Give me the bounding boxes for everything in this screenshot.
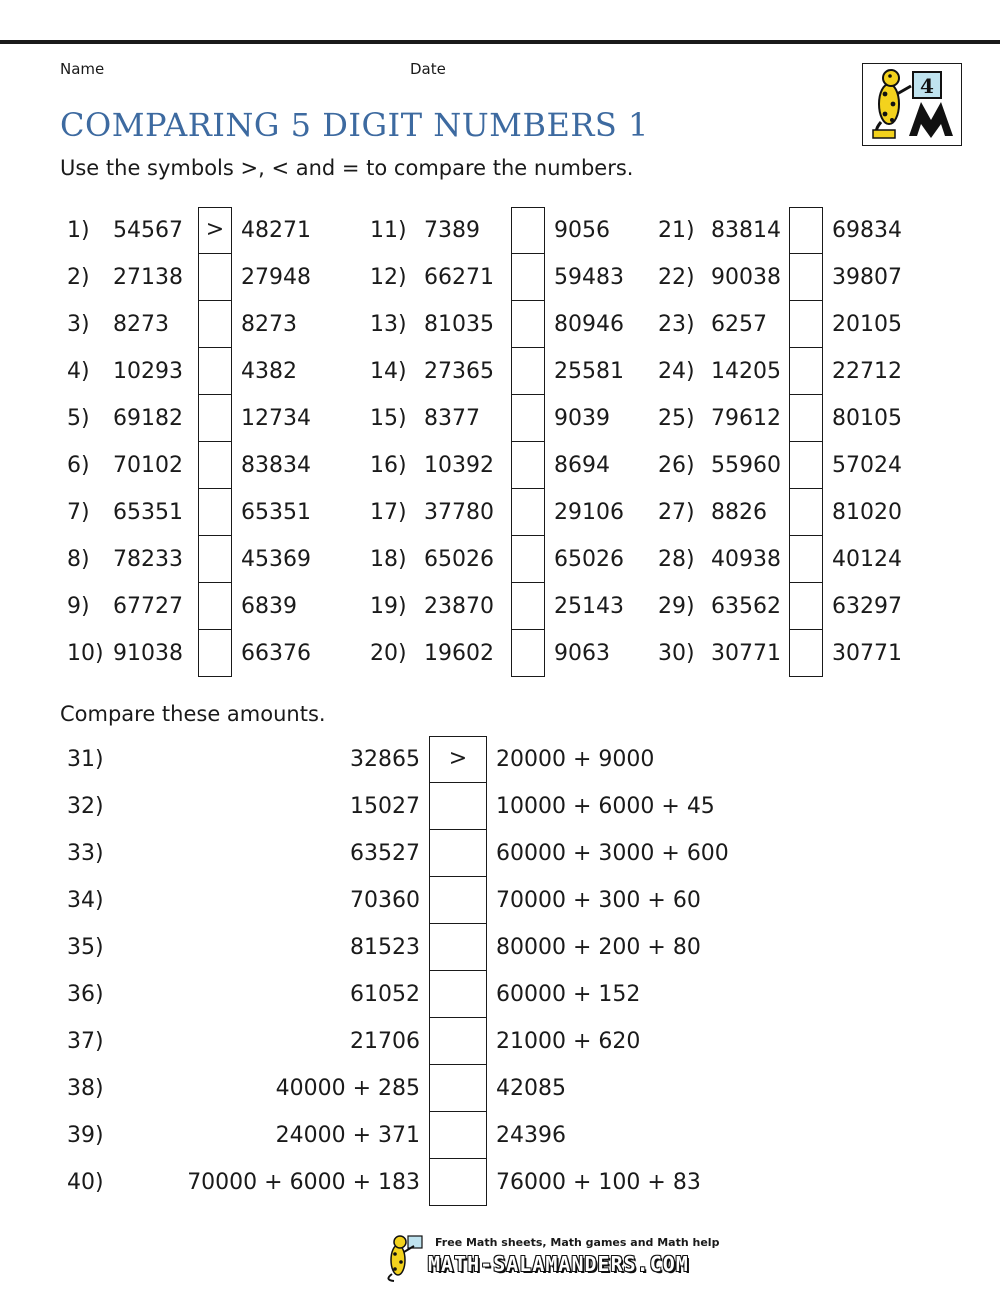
grid-row (0, 830, 1000, 877)
right-amount: 10000 + 6000 + 45 (496, 794, 715, 819)
right-number: 6839 (241, 594, 297, 619)
left-number: 81035 (424, 312, 494, 337)
left-number: 27365 (424, 359, 494, 384)
question-number: 2) (67, 265, 90, 290)
right-amount: 70000 + 300 + 60 (496, 888, 701, 913)
grid-row (0, 924, 1000, 971)
right-amount: 60000 + 3000 + 600 (496, 841, 729, 866)
left-number: 70102 (113, 453, 183, 478)
right-number: 27948 (241, 265, 311, 290)
answer-box[interactable] (511, 536, 545, 583)
left-amount: 24000 + 371 (275, 1123, 420, 1148)
left-number: 69182 (113, 406, 183, 431)
question-number: 25) (658, 406, 695, 431)
question-number: 24) (658, 359, 695, 384)
answer-box[interactable] (511, 395, 545, 442)
question-number: 12) (370, 265, 407, 290)
right-amount: 42085 (496, 1076, 566, 1101)
right-number: 25581 (554, 359, 624, 384)
answer-box[interactable] (789, 207, 823, 254)
salamander-icon (380, 1232, 426, 1282)
left-amount: 70360 (350, 888, 420, 913)
question-number: 29) (658, 594, 695, 619)
answer-box[interactable] (429, 924, 487, 971)
grid-row (0, 736, 1000, 783)
answer-box[interactable] (429, 1112, 487, 1159)
section2-instruction: Compare these amounts. (60, 702, 326, 726)
date-label: Date (410, 60, 446, 78)
answer-box[interactable] (198, 348, 232, 395)
left-number: 14205 (711, 359, 781, 384)
answer-box[interactable] (429, 877, 487, 924)
right-number: 30771 (832, 641, 902, 666)
question-number: 39) (67, 1123, 104, 1148)
answer-box[interactable] (511, 254, 545, 301)
grid-row (0, 1112, 1000, 1159)
answer-box[interactable] (198, 395, 232, 442)
answer-box[interactable] (511, 583, 545, 630)
left-number: 8826 (711, 500, 767, 525)
answer-box[interactable] (789, 301, 823, 348)
question-number: 15) (370, 406, 407, 431)
left-number: 65351 (113, 500, 183, 525)
answer-box[interactable] (429, 971, 487, 1018)
question-number: 22) (658, 265, 695, 290)
answer-box[interactable] (789, 395, 823, 442)
answer-box[interactable] (198, 301, 232, 348)
question-number: 40) (67, 1170, 104, 1195)
right-number: 9039 (554, 406, 610, 431)
grid-row (0, 630, 1000, 677)
right-number: 12734 (241, 406, 311, 431)
grid-row (0, 489, 1000, 536)
left-number: 78233 (113, 547, 183, 572)
answer-box[interactable] (511, 348, 545, 395)
right-amount: 20000 + 9000 (496, 747, 655, 772)
right-number: 81020 (832, 500, 902, 525)
answer-box[interactable] (511, 489, 545, 536)
right-number: 65026 (554, 547, 624, 572)
question-number: 9) (67, 594, 90, 619)
answer-box[interactable] (511, 630, 545, 677)
right-amount: 60000 + 152 (496, 982, 641, 1007)
right-amount: 21000 + 620 (496, 1029, 641, 1054)
left-number: 6257 (711, 312, 767, 337)
right-number: 8273 (241, 312, 297, 337)
answer-box[interactable] (198, 630, 232, 677)
right-number: 63297 (832, 594, 902, 619)
left-number: 8377 (424, 406, 480, 431)
question-number: 14) (370, 359, 407, 384)
left-amount: 63527 (350, 841, 420, 866)
left-number: 8273 (113, 312, 169, 337)
question-number: 8) (67, 547, 90, 572)
answer-box[interactable]: > (429, 736, 487, 783)
left-amount: 21706 (350, 1029, 420, 1054)
question-number: 10) (67, 641, 104, 666)
grid-row (0, 783, 1000, 830)
left-amount: 32865 (350, 747, 420, 772)
salamander-icon (863, 64, 961, 144)
question-number: 1) (67, 218, 90, 243)
left-number: 40938 (711, 547, 781, 572)
question-number: 19) (370, 594, 407, 619)
left-number: 19602 (424, 641, 494, 666)
left-number: 65026 (424, 547, 494, 572)
question-number: 26) (658, 453, 695, 478)
question-number: 23) (658, 312, 695, 337)
grid-row (0, 1065, 1000, 1112)
right-number: 66376 (241, 641, 311, 666)
question-number: 16) (370, 453, 407, 478)
question-number: 35) (67, 935, 104, 960)
comparison-grid (0, 207, 1000, 677)
right-number: 45369 (241, 547, 311, 572)
answer-box[interactable] (789, 536, 823, 583)
footer-tagline: Free Math sheets, Math games and Math help (435, 1236, 720, 1249)
right-number: 8694 (554, 453, 610, 478)
question-number: 3) (67, 312, 90, 337)
question-number: 13) (370, 312, 407, 337)
answer-box[interactable] (789, 442, 823, 489)
answer-box[interactable] (511, 207, 545, 254)
right-number: 22712 (832, 359, 902, 384)
question-number: 6) (67, 453, 90, 478)
amounts-grid (0, 736, 1000, 1206)
right-amount: 80000 + 200 + 80 (496, 935, 701, 960)
left-number: 63562 (711, 594, 781, 619)
grid-row (0, 301, 1000, 348)
right-number: 69834 (832, 218, 902, 243)
top-rule (0, 40, 1000, 44)
left-number: 23870 (424, 594, 494, 619)
grid-row (0, 971, 1000, 1018)
left-number: 54567 (113, 218, 183, 243)
answer-box[interactable] (789, 254, 823, 301)
left-amount: 70000 + 6000 + 183 (187, 1170, 420, 1195)
grid-row (0, 348, 1000, 395)
question-number: 32) (67, 794, 104, 819)
grid-row (0, 1159, 1000, 1206)
footer-site-link[interactable]: MATH-SALAMANDERS.COM (428, 1252, 689, 1276)
right-number: 9063 (554, 641, 610, 666)
page-title: COMPARING 5 DIGIT NUMBERS 1 (60, 106, 649, 144)
answer-box[interactable] (789, 489, 823, 536)
left-amount: 81523 (350, 935, 420, 960)
answer-box[interactable] (789, 630, 823, 677)
question-number: 30) (658, 641, 695, 666)
grid-row (0, 254, 1000, 301)
answer-box[interactable] (198, 536, 232, 583)
answer-box[interactable] (789, 583, 823, 630)
left-number: 7389 (424, 218, 480, 243)
logo-digit: 4 (920, 74, 934, 98)
answer-box[interactable]: > (198, 207, 232, 254)
question-number: 36) (67, 982, 104, 1007)
left-amount: 61052 (350, 982, 420, 1007)
question-number: 37) (67, 1029, 104, 1054)
answer-box[interactable] (511, 442, 545, 489)
question-number: 20) (370, 641, 407, 666)
right-number: 39807 (832, 265, 902, 290)
answer-box[interactable] (429, 1065, 487, 1112)
right-number: 65351 (241, 500, 311, 525)
grid-row (0, 583, 1000, 630)
right-number: 59483 (554, 265, 624, 290)
answer-box[interactable] (198, 489, 232, 536)
question-number: 28) (658, 547, 695, 572)
grid-row (0, 1018, 1000, 1065)
grid-row (0, 877, 1000, 924)
right-amount: 76000 + 100 + 83 (496, 1170, 701, 1195)
answer-box[interactable] (429, 1018, 487, 1065)
question-number: 33) (67, 841, 104, 866)
right-number: 4382 (241, 359, 297, 384)
question-number: 18) (370, 547, 407, 572)
left-number: 66271 (424, 265, 494, 290)
name-label: Name (60, 60, 105, 78)
section1-instruction: Use the symbols >, < and = to compare the numbers. (60, 156, 634, 180)
question-number: 21) (658, 218, 695, 243)
right-amount: 24396 (496, 1123, 566, 1148)
left-number: 10293 (113, 359, 183, 384)
answer-box[interactable] (198, 254, 232, 301)
left-number: 83814 (711, 218, 781, 243)
answer-box[interactable] (429, 783, 487, 830)
answer-box[interactable] (789, 348, 823, 395)
left-number: 30771 (711, 641, 781, 666)
answer-box[interactable] (429, 830, 487, 877)
grade-logo (862, 63, 962, 146)
right-number: 83834 (241, 453, 311, 478)
right-number: 80946 (554, 312, 624, 337)
left-number: 10392 (424, 453, 494, 478)
right-number: 57024 (832, 453, 902, 478)
left-number: 37780 (424, 500, 494, 525)
left-number: 67727 (113, 594, 183, 619)
footer-logo[interactable] (380, 1232, 720, 1282)
left-number: 91038 (113, 641, 183, 666)
right-number: 29106 (554, 500, 624, 525)
left-number: 79612 (711, 406, 781, 431)
question-number: 7) (67, 500, 90, 525)
grid-row (0, 207, 1000, 254)
left-number: 27138 (113, 265, 183, 290)
question-number: 31) (67, 747, 104, 772)
left-amount: 15027 (350, 794, 420, 819)
question-number: 27) (658, 500, 695, 525)
answer-box[interactable] (429, 1159, 487, 1206)
answer-box[interactable] (198, 583, 232, 630)
right-number: 25143 (554, 594, 624, 619)
right-number: 80105 (832, 406, 902, 431)
right-number: 9056 (554, 218, 610, 243)
left-number: 90038 (711, 265, 781, 290)
left-amount: 40000 + 285 (275, 1076, 420, 1101)
answer-box[interactable] (198, 442, 232, 489)
right-number: 20105 (832, 312, 902, 337)
right-number: 48271 (241, 218, 311, 243)
question-number: 34) (67, 888, 104, 913)
question-number: 11) (370, 218, 407, 243)
left-number: 55960 (711, 453, 781, 478)
question-number: 17) (370, 500, 407, 525)
right-number: 40124 (832, 547, 902, 572)
question-number: 5) (67, 406, 90, 431)
question-number: 38) (67, 1076, 104, 1101)
grid-row (0, 536, 1000, 583)
grid-row (0, 442, 1000, 489)
grid-row (0, 395, 1000, 442)
answer-box[interactable] (511, 301, 545, 348)
question-number: 4) (67, 359, 90, 384)
